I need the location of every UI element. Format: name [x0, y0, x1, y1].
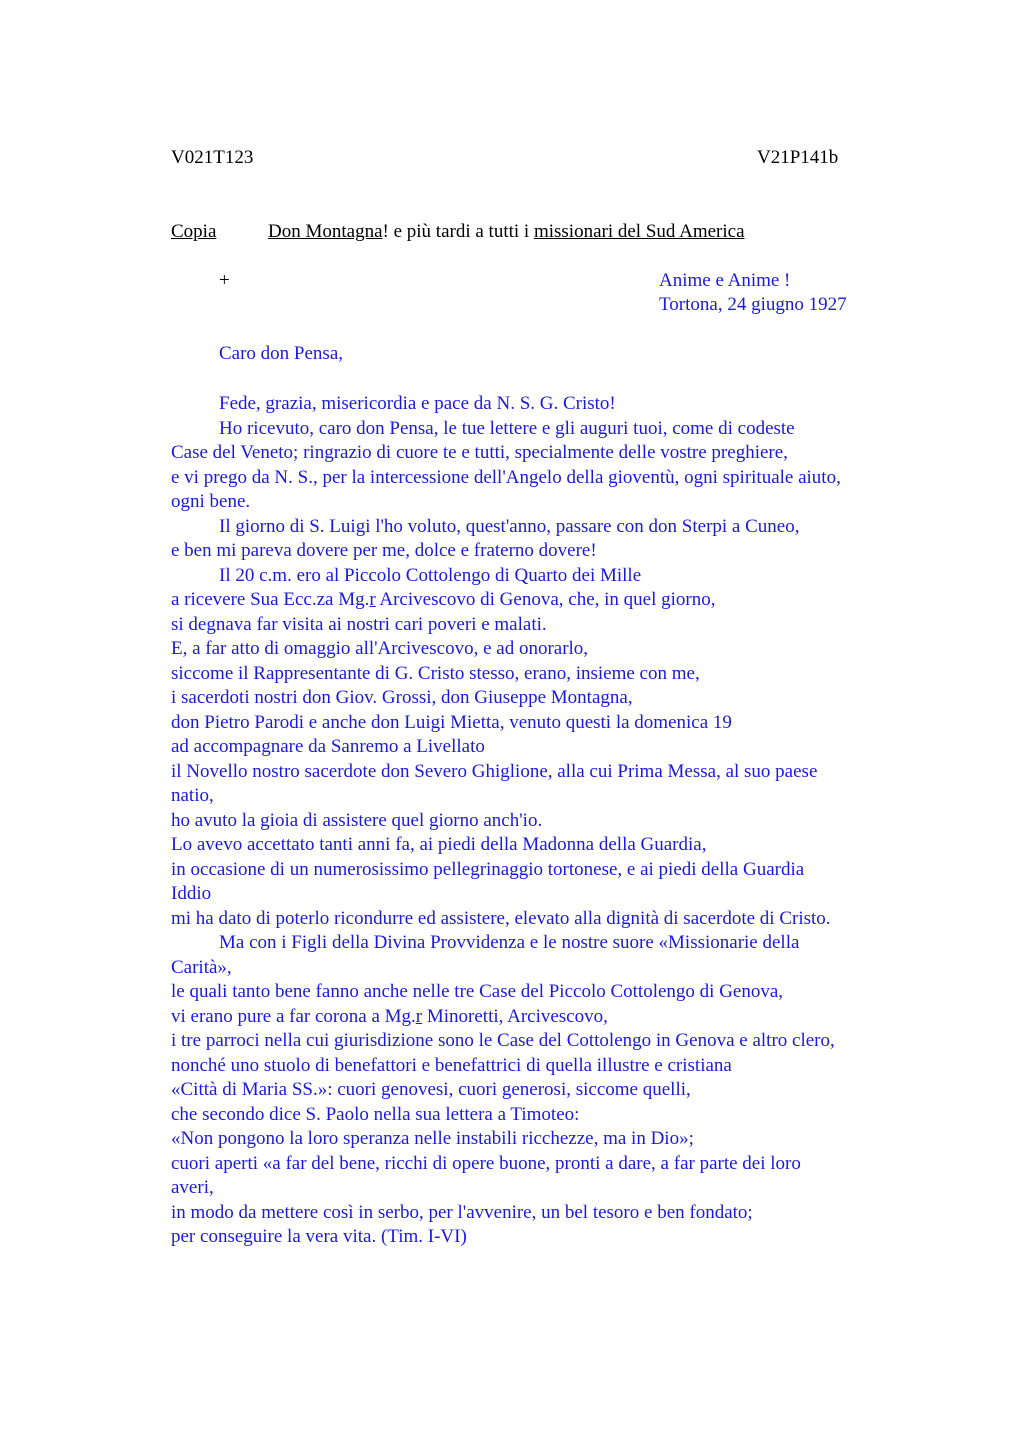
copy-middle-text: ! e più tardi a tutti i — [382, 221, 534, 242]
body-line: Ma con i Figli della Divina Provvidenza e le nostre suore «Missionarie della — [219, 932, 800, 953]
body-line: i sacerdoti nostri don Giov. Grossi, don Giuseppe Montagna, — [171, 687, 633, 708]
body-line: i tre parroci nella cui giurisdizione sono le Case del Cottolengo in Genova e altro clero, — [171, 1030, 835, 1051]
document-code-left: V021T123 — [171, 147, 254, 168]
body-line: che secondo dice S. Paolo nella sua lettera a Timoteo: — [171, 1103, 580, 1125]
abbr-mg: Mg. — [338, 589, 370, 610]
body-line: averi, — [171, 1177, 214, 1198]
body-line: «Città di Maria SS.»: cuori genovesi, cuori generosi, siccome quelli, — [171, 1079, 691, 1100]
abbr-r: r — [415, 1005, 423, 1027]
body-line-part: vi erano pure a far corona a — [171, 1005, 385, 1027]
body-line-part: a ricevere Sua Ecc.za — [171, 589, 339, 610]
copy-recipient-line — [268, 220, 745, 245]
body-line: il Novello nostro sacerdote don Severo Ghiglione, alla cui Prima Messa, al suo paese — [171, 760, 818, 782]
letter-place-date: Tortona, 24 giugno 1927 — [659, 294, 847, 315]
body-line: nonché uno stuolo di benefattori e benefattrici di quella illustre e cristiana — [171, 1054, 732, 1076]
copia-label: Copia — [171, 221, 217, 242]
letter-motto: Anime e Anime ! — [659, 270, 791, 291]
body-line: e ben mi pareva dovere per me, dolce e fraterno dovere! — [171, 540, 597, 561]
body-line: mi ha dato di poterlo ricondurre ed assistere, elevato alla dignità di sacerdote di Cristo. — [171, 907, 831, 929]
abbr-mg: Mg. — [384, 1005, 416, 1027]
body-line: ho avuto la gioia di assistere quel giorno anch'io. — [171, 809, 543, 831]
cross-symbol: + — [219, 270, 230, 291]
body-line: Iddio — [171, 883, 212, 904]
body-line: Ho ricevuto, caro don Pensa, le tue lettere e gli auguri tuoi, come di codeste — [219, 417, 795, 439]
body-line: ogni bene. — [171, 491, 251, 512]
missionaries-text: missionari del Sud America — [533, 221, 745, 242]
body-line — [171, 1005, 931, 1030]
abbr-r: r — [369, 589, 376, 610]
body-line: don Pietro Parodi e anche don Luigi Mietta, venuto questi la domenica 19 — [171, 711, 732, 733]
copy-label — [171, 220, 216, 245]
body-line — [171, 588, 931, 613]
body-line: Carità», — [171, 956, 232, 978]
body-line: in modo da mettere così in serbo, per l'avvenire, un bel tesoro e ben fondato; — [171, 1201, 753, 1223]
body-line: in occasione di un numerosissimo pellegrinaggio tortonese, e ai piedi della Guardia — [171, 858, 805, 880]
body-line: E, a far atto di omaggio all'Arcivescovo, e ad onorarlo, — [171, 638, 589, 659]
body-line: e vi prego da N. S., per la intercessione dell'Angelo della gioventù, ogni spirituale aiuto, — [171, 466, 841, 488]
body-line: Lo avevo accettato tanti anni fa, ai piedi della Madonna della Guardia, — [171, 834, 707, 855]
letter-body — [171, 392, 931, 1250]
body-line-part: Minoretti, Arcivescovo, — [422, 1005, 608, 1027]
body-line: si degnava far visita ai nostri cari poveri e malati. — [171, 613, 547, 635]
body-line: Fede, grazia, misericordia e pace da N. S. G. Cristo! — [219, 393, 616, 414]
body-line: siccome il Rappresentante di G. Cristo stesso, erano, insieme con me, — [171, 662, 700, 684]
body-line: ad accompagnare da Sanremo a Livellato — [171, 736, 485, 757]
body-line-part: Arcivescovo di Genova, che, in quel giorno, — [375, 589, 716, 610]
body-line: Il giorno di S. Luigi l'ho voluto, quest'anno, passare con don Sterpi a Cuneo, — [219, 515, 800, 537]
body-line: «Non pongono la loro speranza nelle instabili ricchezze, ma in Dio»; — [171, 1128, 694, 1149]
body-line: natio, — [171, 785, 214, 806]
body-line: Case del Veneto; ringrazio di cuore te e tutti, specialmente delle vostre preghiere, — [171, 442, 788, 463]
body-line: per conseguire la vera vita. (Tim. I-VI) — [171, 1226, 467, 1247]
document-code-right: V21P141b — [757, 147, 839, 168]
recipient-name: Don Montagna — [268, 221, 383, 242]
body-line: le quali tanto bene fanno anche nelle tre Case del Piccolo Cottolengo di Genova, — [171, 981, 784, 1002]
letter-salutation: Caro don Pensa, — [219, 343, 344, 364]
body-line: Il 20 c.m. ero al Piccolo Cottolengo di Quarto dei Mille — [219, 564, 642, 586]
body-line: cuori aperti «a far del bene, ricchi di opere buone, pronti a dare, a far parte dei loro — [171, 1152, 801, 1174]
